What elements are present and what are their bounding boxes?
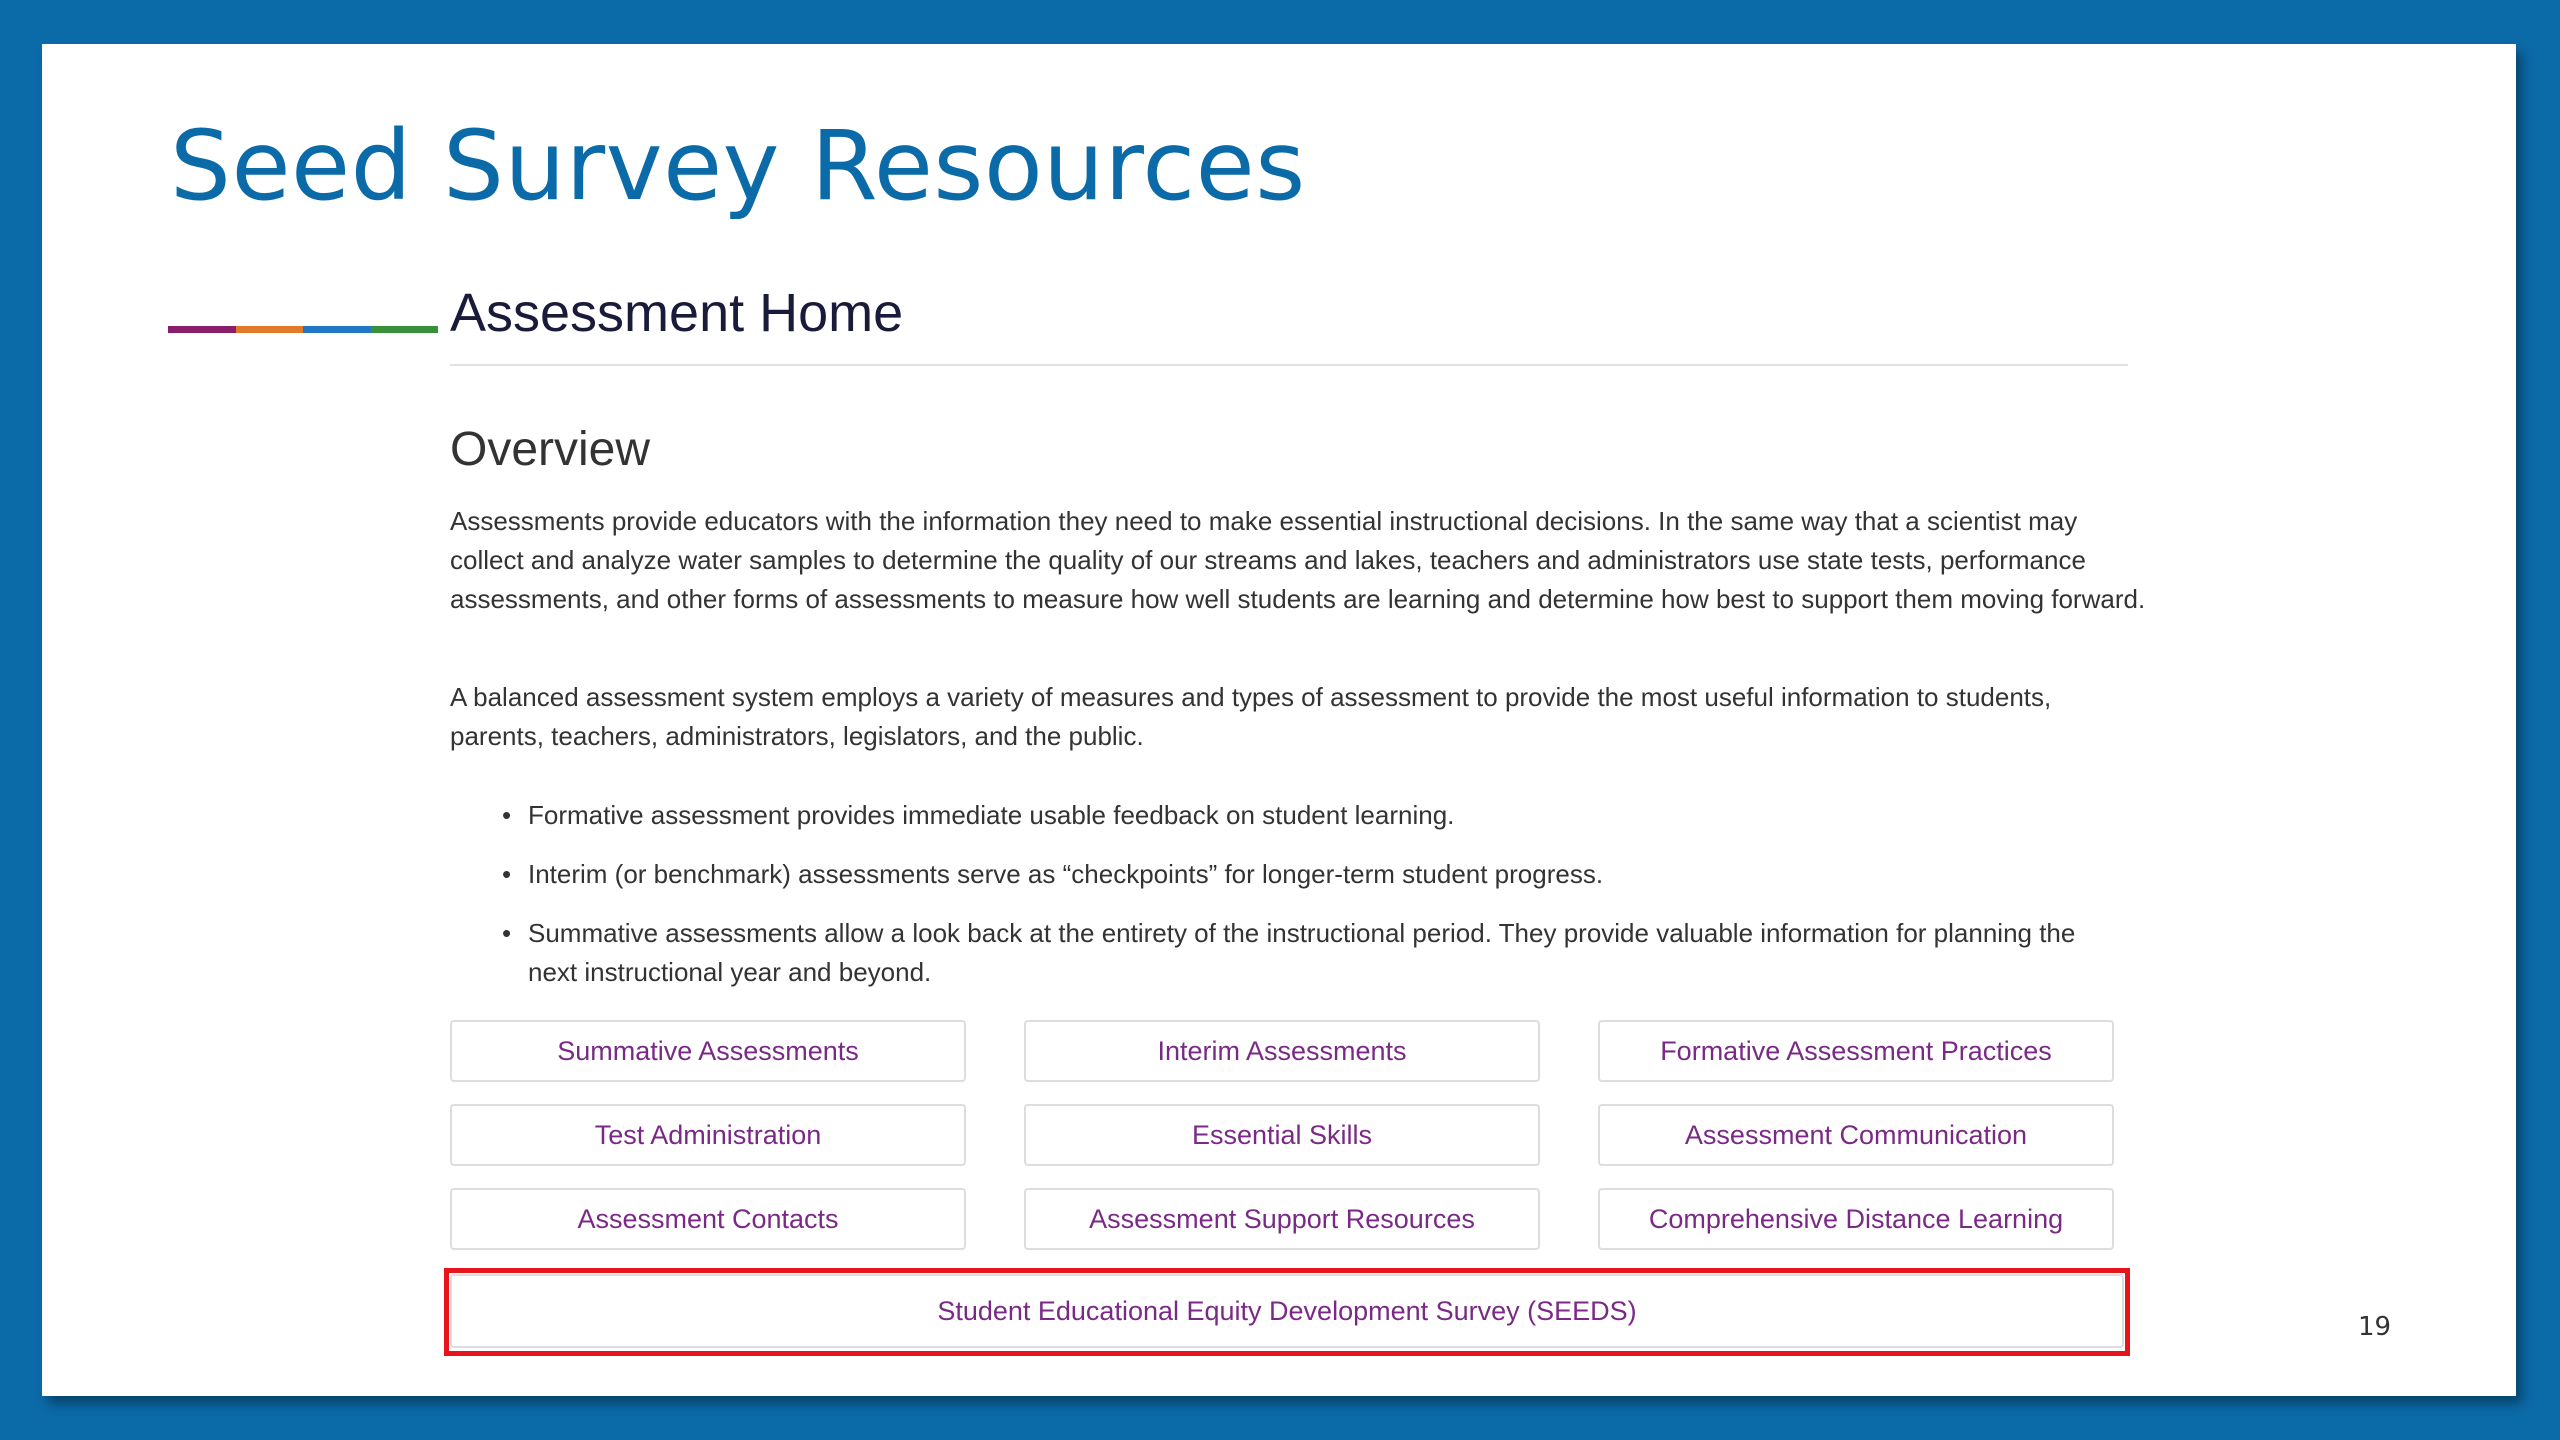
essential-skills-button[interactable]: Essential Skills [1024,1104,1540,1166]
list-item: • Formative assessment provides immediate usable feedback on student learning. [450,796,2130,835]
assessment-types-list [450,796,2130,1012]
highlight-annotation-box [444,1268,2130,1356]
color-bar-divider [168,326,438,333]
assessment-links-grid [450,1020,2114,1250]
list-item: • Summative assessments allow a look back at the entirety of the instructional period. They provide valuable information for planning the next instructional year and beyond. [450,914,2130,992]
slide [42,44,2516,1396]
test-administration-button[interactable]: Test Administration [450,1104,966,1166]
color-bar-segment-orange [236,326,304,333]
comprehensive-distance-learning-button[interactable]: Comprehensive Distance Learning [1598,1188,2114,1250]
formative-assessment-practices-button[interactable]: Formative Assessment Practices [1598,1020,2114,1082]
seeds-survey-button[interactable]: Student Educational Equity Development Survey (SEEDS) [450,1274,2124,1348]
heading-divider [450,364,2128,366]
page-number: 19 [2358,1312,2392,1342]
overview-paragraph-1: Assessments provide educators with the information they need to make essential instructional decisions. In the same way that a scientist may collect and analyze water samples to determine the quality of our streams and lakes, teachers and administrators use state tests, performance assessments, and other forms of assessments to measure how well students are learning and determine how best to support them moving forward. [450,506,2146,614]
assessment-support-resources-button[interactable]: Assessment Support Resources [1024,1188,1540,1250]
page-heading: Assessment Home [450,283,904,343]
color-bar-segment-purple [168,326,236,333]
overview-heading: Overview [450,423,651,476]
assessment-contacts-button[interactable]: Assessment Contacts [450,1188,966,1250]
summative-assessments-button[interactable]: Summative Assessments [450,1020,966,1082]
interim-assessments-button[interactable]: Interim Assessments [1024,1020,1540,1082]
assessment-communication-button[interactable]: Assessment Communication [1598,1104,2114,1166]
color-bar-segment-green [371,326,439,333]
overview-paragraph-2: A balanced assessment system employs a variety of measures and types of assessment to provide the most useful information to students, parents, teachers, administrators, legislators, and the public. [450,682,2052,751]
list-item: • Interim (or benchmark) assessments serve as “checkpoints” for longer-term student progress. [450,855,2130,894]
slide-title: Seed Survey Resources [170,110,1306,222]
color-bar-segment-blue [303,326,371,333]
